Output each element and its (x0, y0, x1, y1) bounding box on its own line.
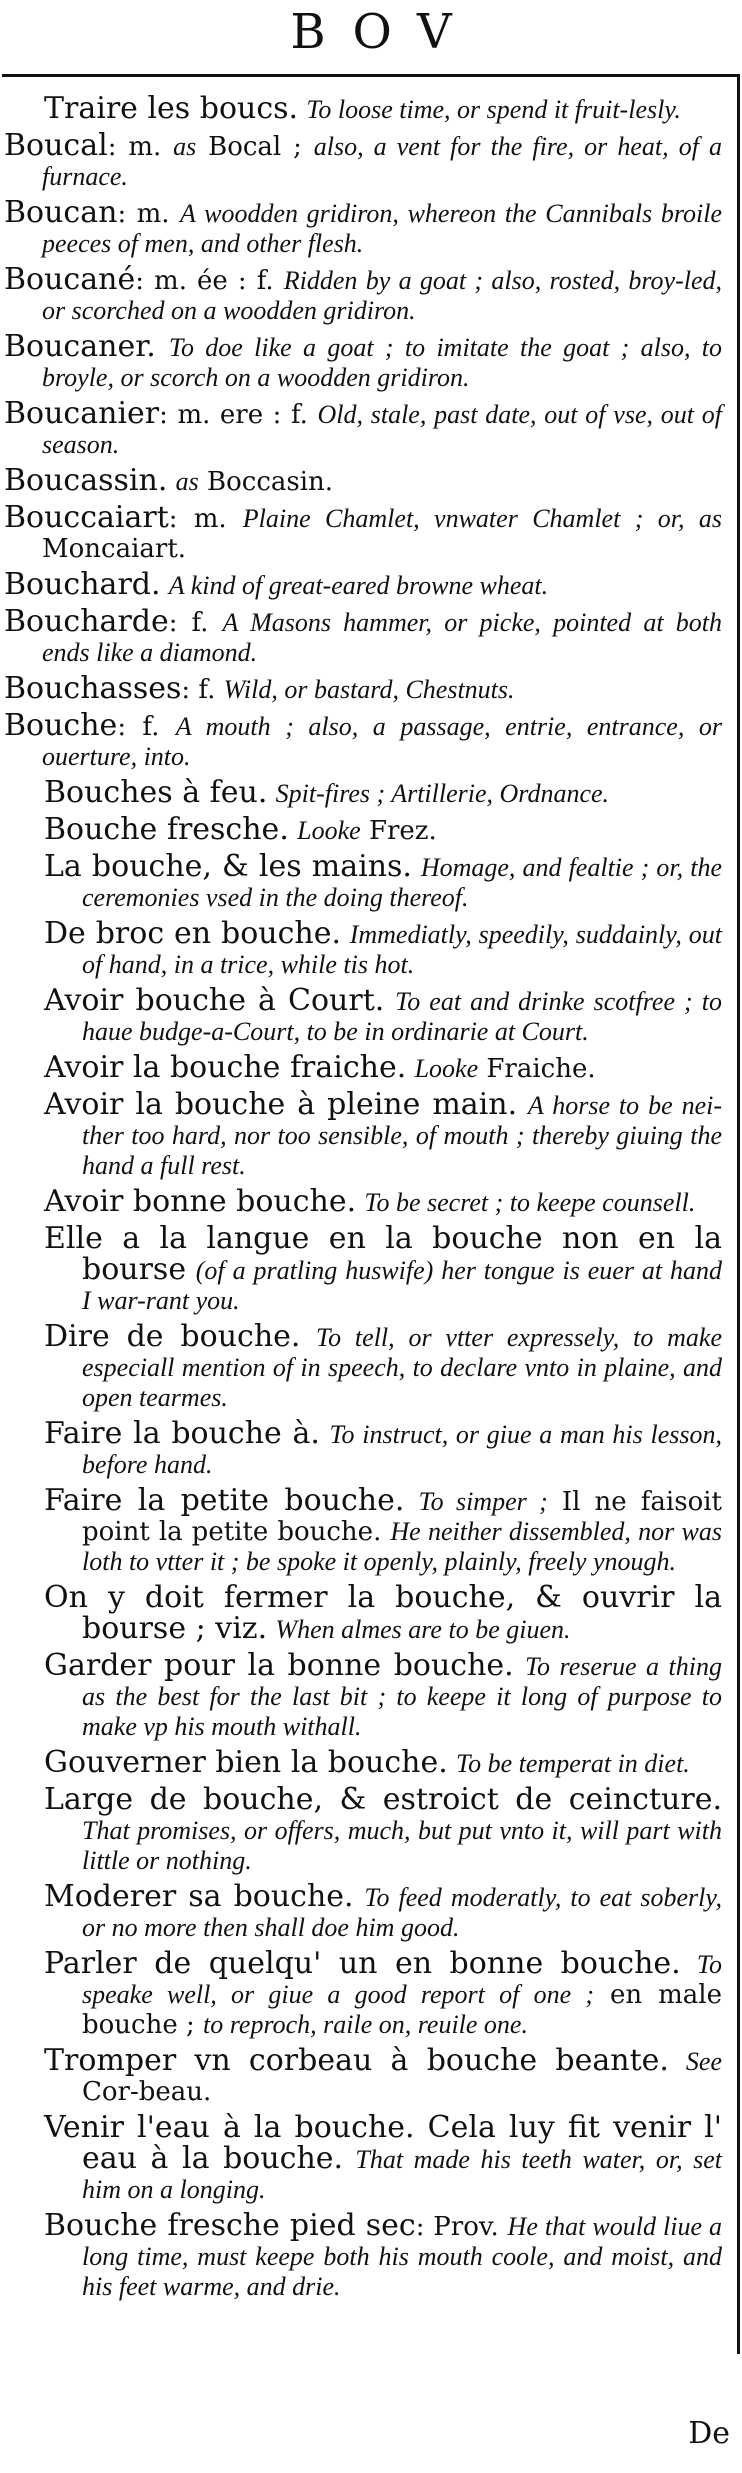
entry-gloss: Looke (297, 816, 361, 845)
entry-grammar: : m. (117, 199, 170, 229)
entry-gloss: To speake well, or giue a good report of one ; (82, 1950, 722, 2009)
entry-gloss: A horse to be nei-ther too hard, nor too sensible, of mouth ; thereby giuing the hand a full rest. (82, 1091, 723, 1180)
dictionary-entry (4, 1184, 722, 1219)
entry-headword: Avoir bonne bouche. (44, 1184, 357, 1219)
entry-cross-reference: Moncaiart. (42, 534, 187, 564)
dictionary-entry (4, 983, 722, 1047)
entry-gloss: When almes are to be giuen. (275, 1615, 571, 1644)
dictionary-entry (4, 1087, 723, 1181)
dictionary-entry (4, 567, 722, 602)
dictionary-entry (4, 2043, 722, 2107)
entry-gloss: A Masons hammer, or picke, pointed at both ends like a diamond. (42, 608, 722, 667)
running-head: BOV (290, 4, 478, 60)
dictionary-entry (4, 2208, 723, 2302)
entry-gloss: A kind of great-eared browne wheat. (168, 571, 549, 600)
entry-headword: Venir l'eau à la bouche. Cela luy fit venir l' eau à la bouche. (44, 2110, 722, 2176)
entry-headword: Boucharde (4, 604, 169, 639)
dictionary-entry (4, 1050, 722, 1085)
catchword: De (688, 2416, 730, 2451)
entry-gloss: To simper ; (418, 1487, 548, 1516)
entry-grammar: : Prov. (415, 2212, 499, 2242)
entry-gloss: Ridden by a goat ; also, rosted, broy-led, or scorched on a woodden gridiron. (42, 266, 723, 325)
dictionary-entry (4, 91, 722, 126)
entry-headword: Bouche (4, 708, 118, 743)
entry-gloss: also, a vent for the fire, or heat, of a furnace. (42, 132, 723, 191)
header-rule (2, 74, 740, 77)
entry-gloss: Looke (414, 1054, 479, 1083)
dictionary-entry (4, 1221, 722, 1316)
dictionary-entry (4, 463, 722, 498)
entry-headword: Faire la bouche à. (44, 1416, 320, 1451)
entry-cross-reference: Frez. (368, 816, 437, 846)
dictionary-entry (4, 500, 722, 564)
dictionary-entry (4, 128, 723, 192)
entry-grammar: : f. (181, 675, 216, 705)
entry-headword: Bouchasses (4, 671, 182, 706)
entry-grammar: : m. ere : f. (159, 400, 308, 430)
entry-gloss: A mouth ; also, a passage, entrie, entrance, or ouerture, into. (42, 712, 723, 771)
entry-gloss: Homage, and fealtie ; or, the ceremonies vsed in the doing thereof. (82, 853, 722, 912)
entry-grammar: : f. (168, 608, 209, 638)
entry-gloss: To tell, or vtter expressely, to make especiall mention of in speech, to declare vnto in plaine, and open tearmes. (82, 1323, 722, 1412)
entry-gloss: Immediatly, speedily, suddainly, out of hand, in a trice, while tis hot. (82, 920, 722, 979)
entry-reference: Bocal ; (208, 132, 302, 162)
entry-grammar: : m. (168, 504, 227, 534)
entry-headword: Elle a la langue en la bouche non en la bourse (44, 1221, 722, 1287)
entry-cross-reference: en male bouche ; (82, 1980, 723, 2040)
entry-headword: Boucané (4, 262, 136, 297)
entry-gloss: To loose time, or spend it fruit-lesly. (306, 95, 681, 124)
entry-cross-reference: Cor-beau. (82, 2077, 212, 2107)
entry-gloss: Spit-fires ; Artillerie, Ordnance. (275, 779, 610, 808)
entry-note: as (173, 132, 197, 161)
entry-headword: On y doit fermer la bouche, & ouvrir la bourse ; viz. (44, 1580, 722, 1646)
dictionary-entry (4, 262, 723, 326)
dictionary-entry (4, 329, 723, 393)
entry-headword: Large de bouche, & estroict de ceincture. (44, 1782, 722, 1817)
entry-headword: Traire les boucs. (44, 91, 299, 126)
entry-headword: Tromper vn corbeau à bouche beante. (44, 2043, 669, 2078)
entry-headword: Bouccaiart (4, 500, 169, 535)
dictionary-entry (4, 708, 723, 772)
entry-gloss: To reserue a thing as the best for the last bit ; to keepe it long of purpose to make vp his mouth withall. (82, 1652, 722, 1741)
entry-gloss: Old, stale, past date, out of vse, out of season. (42, 400, 722, 459)
dictionary-entry (4, 195, 722, 259)
entry-headword: Avoir la bouche à pleine main. (44, 1087, 518, 1122)
entry-gloss: To eat and drinke scotfree ; to haue budge-a-Court, to be in ordinarie at Court. (82, 987, 722, 1046)
entry-headword: Garder pour la bonne bouche. (44, 1648, 514, 1683)
column-rule (737, 74, 740, 2354)
dictionary-entry (4, 849, 722, 913)
dictionary-entry (4, 1648, 722, 1742)
entry-headword: Bouche fresche pied sec (44, 2208, 416, 2243)
entry-headword: Moderer sa bouche. (44, 1879, 354, 1914)
entry-headword: Dire de bouche. (44, 1319, 301, 1354)
dictionary-entry (4, 2110, 722, 2205)
entry-headword: Boucal (4, 128, 108, 163)
dictionary-entry (4, 1782, 722, 1876)
entry-headword: De broc en bouche. (44, 916, 342, 951)
dictionary-entry (4, 916, 722, 980)
entry-headword: Parler de quelqu' un en bonne bouche. (44, 1946, 681, 1981)
entry-headword: Avoir la bouche fraiche. (44, 1050, 407, 1085)
dictionary-entry (4, 1483, 723, 1577)
entry-headword: Boucassin. (4, 463, 168, 498)
entry-headword: Boucan (4, 195, 118, 230)
entry-gloss: That promises, or offers, much, but put vnto it, will part with little or nothing. (82, 1816, 722, 1875)
dictionary-entry (4, 1319, 722, 1413)
entry-gloss: To be secret ; to keepe counsell. (364, 1188, 696, 1217)
entry-headword: Bouches à feu. (44, 775, 268, 810)
entry-gloss: See (685, 2047, 722, 2076)
entry-gloss: to reproch, raile on, reuile one. (203, 2010, 528, 2039)
entry-gloss: (of a pratling huswife) her tongue is euer at hand I war-rant you. (82, 1256, 722, 1315)
entry-headword: Avoir bouche à Court. (44, 983, 385, 1018)
dictionary-entry (4, 1946, 723, 2040)
dictionary-entry (4, 396, 722, 460)
entry-gloss: To be temperat in diet. (456, 1749, 690, 1778)
dictionary-entry (4, 1879, 722, 1943)
entry-headword: Bouche fresche. (44, 812, 289, 847)
entry-gloss: Wild, or bastard, Chestnuts. (223, 675, 515, 704)
entry-cross-reference: Fraiche. (486, 1054, 596, 1084)
entry-headword: Boucaner. (4, 329, 156, 364)
entry-grammar: : m. ée : f. (135, 266, 274, 296)
entry-note: as (175, 467, 199, 496)
entry-headword: Gouverner bien la bouche. (44, 1745, 448, 1780)
entry-gloss: A woodden gridiron, whereon the Cannibals broile peeces of men, and other flesh. (42, 199, 722, 258)
entry-gloss: To instruct, or giue a man his lesson, before hand. (82, 1420, 722, 1479)
entry-headword: La bouche, & les mains. (44, 849, 412, 884)
dictionary-entry (4, 1416, 722, 1480)
dictionary-entry (4, 671, 722, 706)
entry-headword: Boucanier (4, 396, 160, 431)
entry-gloss: He that would liue a long time, must keepe both his mouth coole, and moist, and his feet warme, and drie. (82, 2212, 723, 2301)
entry-grammar: : f. (117, 712, 160, 742)
entry-reference: Boccasin. (207, 467, 334, 497)
dictionary-entry (4, 812, 722, 847)
dictionary-entry (4, 1580, 722, 1646)
entry-gloss: He neither dissembled, nor was loth to vtter it ; be spoke it openly, plainly, freely ynough. (82, 1517, 723, 1576)
entry-gloss: Plaine Chamlet, vnwater Chamlet ; or, as (242, 504, 722, 533)
dictionary-entry (4, 604, 722, 668)
entry-gloss: To doe like a goat ; to imitate the goat ; also, to broyle, or scorch on a woodden gridiron. (42, 333, 723, 392)
entry-grammar: : m. (107, 132, 162, 162)
entry-gloss: To feed moderatly, to eat soberly, or no more then shall doe him good. (82, 1883, 722, 1942)
entry-gloss: That made his teeth water, or, set him on a longing. (82, 2145, 722, 2204)
entry-list (4, 91, 723, 2308)
dictionary-entry (4, 775, 722, 810)
entry-headword: Faire la petite bouche. (44, 1483, 405, 1518)
entry-cross-reference: Il ne faisoit point la petite bouche. (82, 1487, 723, 1547)
dictionary-entry (4, 1745, 722, 1780)
entry-headword: Bouchard. (4, 567, 161, 602)
